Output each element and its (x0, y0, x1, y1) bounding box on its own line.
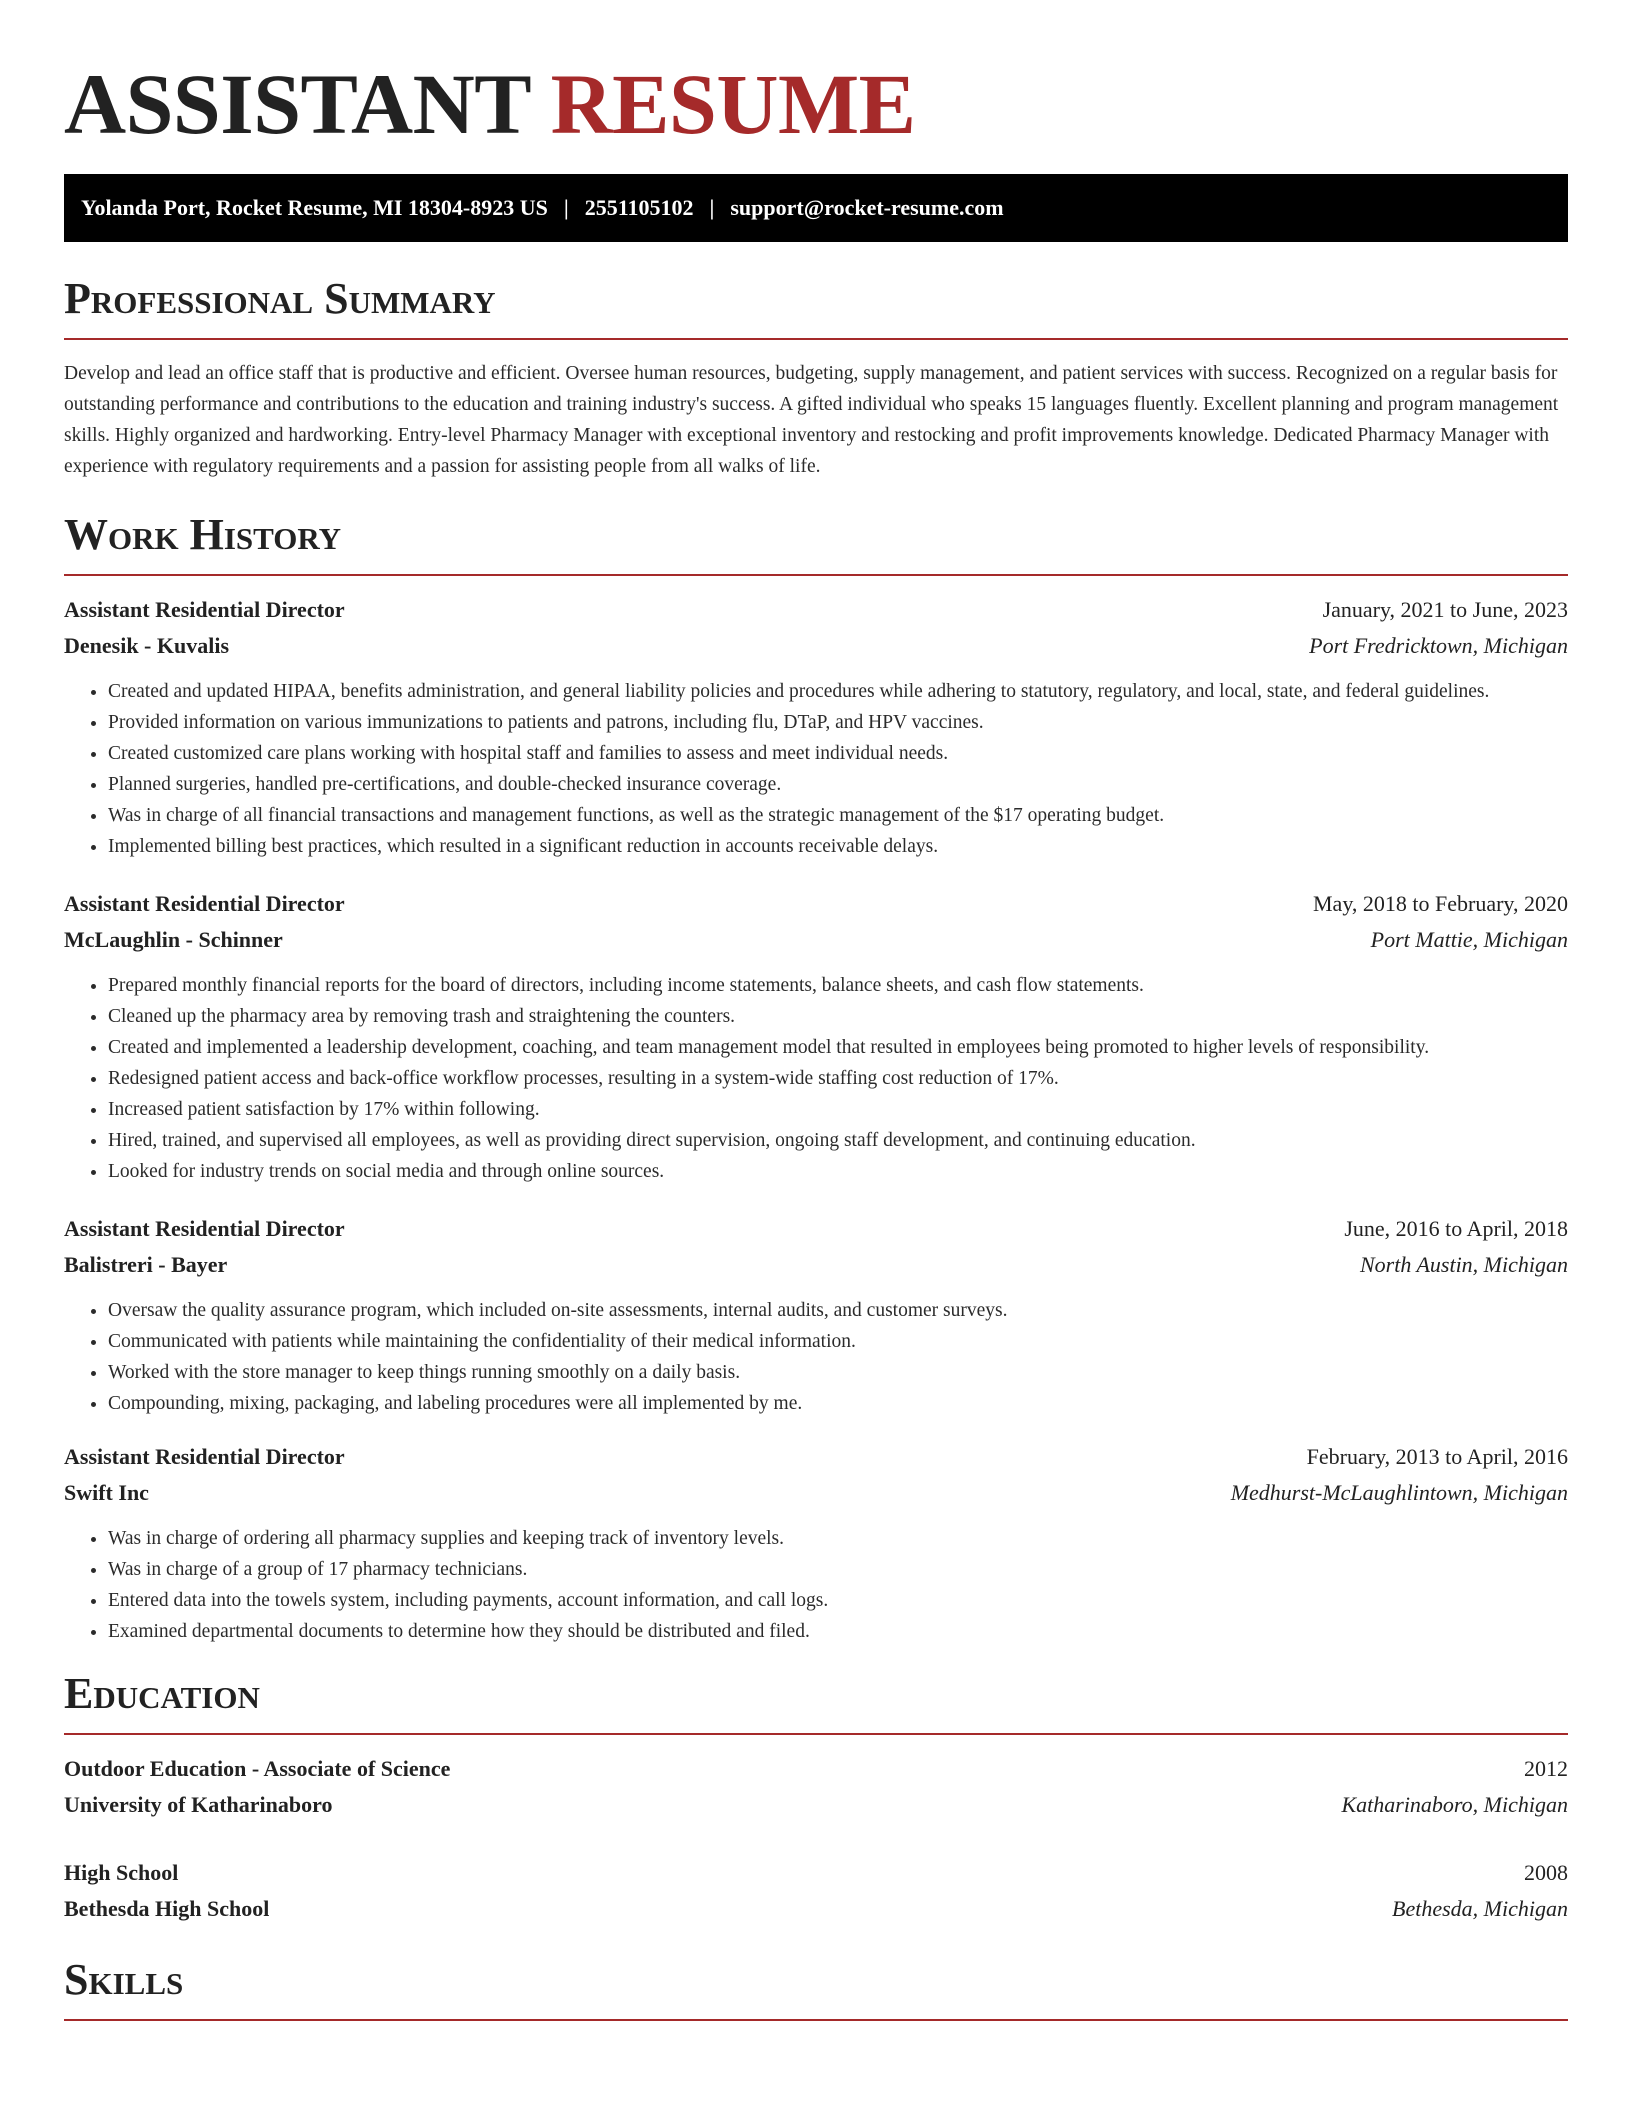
job-location: Medhurst-McLaughlintown, Michigan (1230, 1480, 1568, 1505)
job-duties-list (64, 676, 1568, 862)
contact-email: support@rocket-resume.com (730, 195, 1004, 220)
job-entry (64, 592, 1568, 862)
education-school: Bethesda High School (64, 1896, 270, 1921)
resume-title (64, 0, 1568, 150)
summary-text: Develop and lead an office staff that is productive and efficient. Oversee human resources, budgeting, supply management, and patient services with success. Recognized on a regular basis for outstanding performance and contributions to the education and training industry's success. A gifted individual who speaks 15 languages fluently. Excellent planning and program management skills. Highly organized and hardworking. Entry-level Pharmacy Manager with exceptional inventory and restocking and profit improvements knowledge. Dedicated Pharmacy Manager with experience with regulatory requirements and a passion for assisting people from all walks of life. (64, 363, 1559, 477)
section-divider (64, 1733, 1568, 1735)
job-duty: • Redesigned patient access and back-office workflow processes, resulting in a system-wide staffing cost reduction of 17%. (108, 1063, 1568, 1094)
education-year: 2008 (1524, 1860, 1568, 1885)
job-duty: • Increased patient satisfaction by 17% within following. (108, 1094, 1568, 1125)
education-entry (64, 1855, 1568, 1927)
education-location: Bethesda, Michigan (1392, 1896, 1568, 1921)
job-company-row (64, 1475, 1568, 1511)
job-dates: June, 2016 to April, 2018 (1344, 1216, 1568, 1241)
job-company: Denesik - Kuvalis (64, 633, 230, 658)
section-divider (64, 574, 1568, 576)
job-dates: February, 2013 to April, 2016 (1306, 1444, 1568, 1469)
education-degree: High School (64, 1860, 179, 1885)
job-title: Assistant Residential Director (64, 597, 345, 622)
job-dates: May, 2018 to February, 2020 (1313, 891, 1568, 916)
job-duty: • Worked with the store manager to keep things running smoothly on a daily basis. (108, 1357, 1568, 1388)
job-duty: • Provided information on various immunizations to patients and patrons, including flu, DTaP, and HPV vaccines. (108, 707, 1568, 738)
job-title-row (64, 592, 1568, 628)
education-school-row (64, 1891, 1568, 1927)
job-title-row (64, 1439, 1568, 1475)
job-title: Assistant Residential Director (64, 1444, 345, 1469)
job-duty: • Created and implemented a leadership development, coaching, and team management model that resulted in employees being promoted to higher levels of responsibility. (108, 1032, 1568, 1063)
education-entry (64, 1751, 1568, 1823)
job-duties-list (64, 1523, 1568, 1647)
job-duty: • Planned surgeries, handled pre-certifications, and double-checked insurance coverage. (108, 769, 1568, 800)
job-location: North Austin, Michigan (1360, 1252, 1568, 1277)
section-heading-skills: Skills (64, 1955, 184, 2004)
job-duty: • Hired, trained, and supervised all employees, as well as providing direct supervision, ongoing staff development, and continuing education. (108, 1125, 1568, 1156)
education-school: University of Katharinaboro (64, 1792, 333, 1817)
job-title-row (64, 1211, 1568, 1247)
job-company: McLaughlin - Schinner (64, 927, 283, 952)
education-degree-row (64, 1751, 1568, 1787)
contact-separator: | (563, 195, 569, 220)
title-word-accent: RESUME (550, 56, 916, 152)
job-company-row (64, 922, 1568, 958)
job-entry (64, 886, 1568, 1187)
education-location: Katharinaboro, Michigan (1341, 1792, 1568, 1817)
education-degree-row (64, 1855, 1568, 1891)
summary-section (64, 274, 1568, 482)
job-entry (64, 1439, 1568, 1647)
education-degree: Outdoor Education - Associate of Science (64, 1756, 451, 1781)
section-heading-summary: Professional Summary (64, 274, 496, 323)
job-dates: January, 2021 to June, 2023 (1322, 597, 1568, 622)
section-divider (64, 338, 1568, 340)
job-title: Assistant Residential Director (64, 891, 345, 916)
job-title-row (64, 886, 1568, 922)
job-duty: • Created and updated HIPAA, benefits administration, and general liability policies and procedures while adhering to statutory, regulatory, and local, state, and federal guidelines. (108, 676, 1568, 707)
contact-separator: | (709, 195, 715, 220)
job-duties-list (64, 970, 1568, 1187)
section-heading-education: Education (64, 1669, 260, 1718)
job-duty: • Compounding, mixing, packaging, and labeling procedures were all implemented by me. (108, 1388, 1568, 1419)
section-divider (64, 2019, 1568, 2021)
job-duty: • Cleaned up the pharmacy area by removing trash and straightening the counters. (108, 1001, 1568, 1032)
job-company: Balistreri - Bayer (64, 1252, 228, 1277)
section-heading-work-history: Work History (64, 510, 342, 559)
job-duty: • Communicated with patients while maintaining the confidentiality of their medical information. (108, 1326, 1568, 1357)
job-entry (64, 1211, 1568, 1419)
skills-section (64, 1955, 1568, 2021)
contact-phone: 2551105102 (584, 195, 694, 220)
job-duty: • Implemented billing best practices, which resulted in a significant reduction in accounts receivable delays. (108, 831, 1568, 862)
job-title: Assistant Residential Director (64, 1216, 345, 1241)
job-duty: • Prepared monthly financial reports for the board of directors, including income statements, balance sheets, and cash flow statements. (108, 970, 1568, 1001)
job-duty: • Examined departmental documents to determine how they should be distributed and filed. (108, 1616, 1568, 1647)
work-history-section (64, 510, 1568, 1647)
contact-address: Yolanda Port, Rocket Resume, MI 18304-8923 US (81, 195, 548, 220)
job-company-row (64, 1247, 1568, 1283)
job-location: Port Mattie, Michigan (1370, 927, 1568, 952)
job-duty: • Looked for industry trends on social media and through online sources. (108, 1156, 1568, 1187)
job-duty: • Entered data into the towels system, including payments, account information, and call logs. (108, 1585, 1568, 1616)
job-company: Swift Inc (64, 1480, 149, 1505)
job-duty: • Was in charge of ordering all pharmacy supplies and keeping track of inventory levels. (108, 1523, 1568, 1554)
contact-bar (64, 174, 1568, 242)
job-duty: • Created customized care plans working with hospital staff and families to assess and meet individual needs. (108, 738, 1568, 769)
job-company-row (64, 628, 1568, 664)
job-duty: • Was in charge of all financial transactions and management functions, as well as the strategic management of the $17 operating budget. (108, 800, 1568, 831)
education-section (64, 1669, 1568, 1927)
job-duties-list (64, 1295, 1568, 1419)
job-duty: • Was in charge of a group of 17 pharmacy technicians. (108, 1554, 1568, 1585)
job-duty: • Oversaw the quality assurance program, which included on-site assessments, internal audits, and customer surveys. (108, 1295, 1568, 1326)
education-year: 2012 (1524, 1756, 1568, 1781)
job-location: Port Fredricktown, Michigan (1309, 633, 1568, 658)
title-word-primary: ASSISTANT (64, 56, 530, 152)
education-school-row (64, 1787, 1568, 1823)
